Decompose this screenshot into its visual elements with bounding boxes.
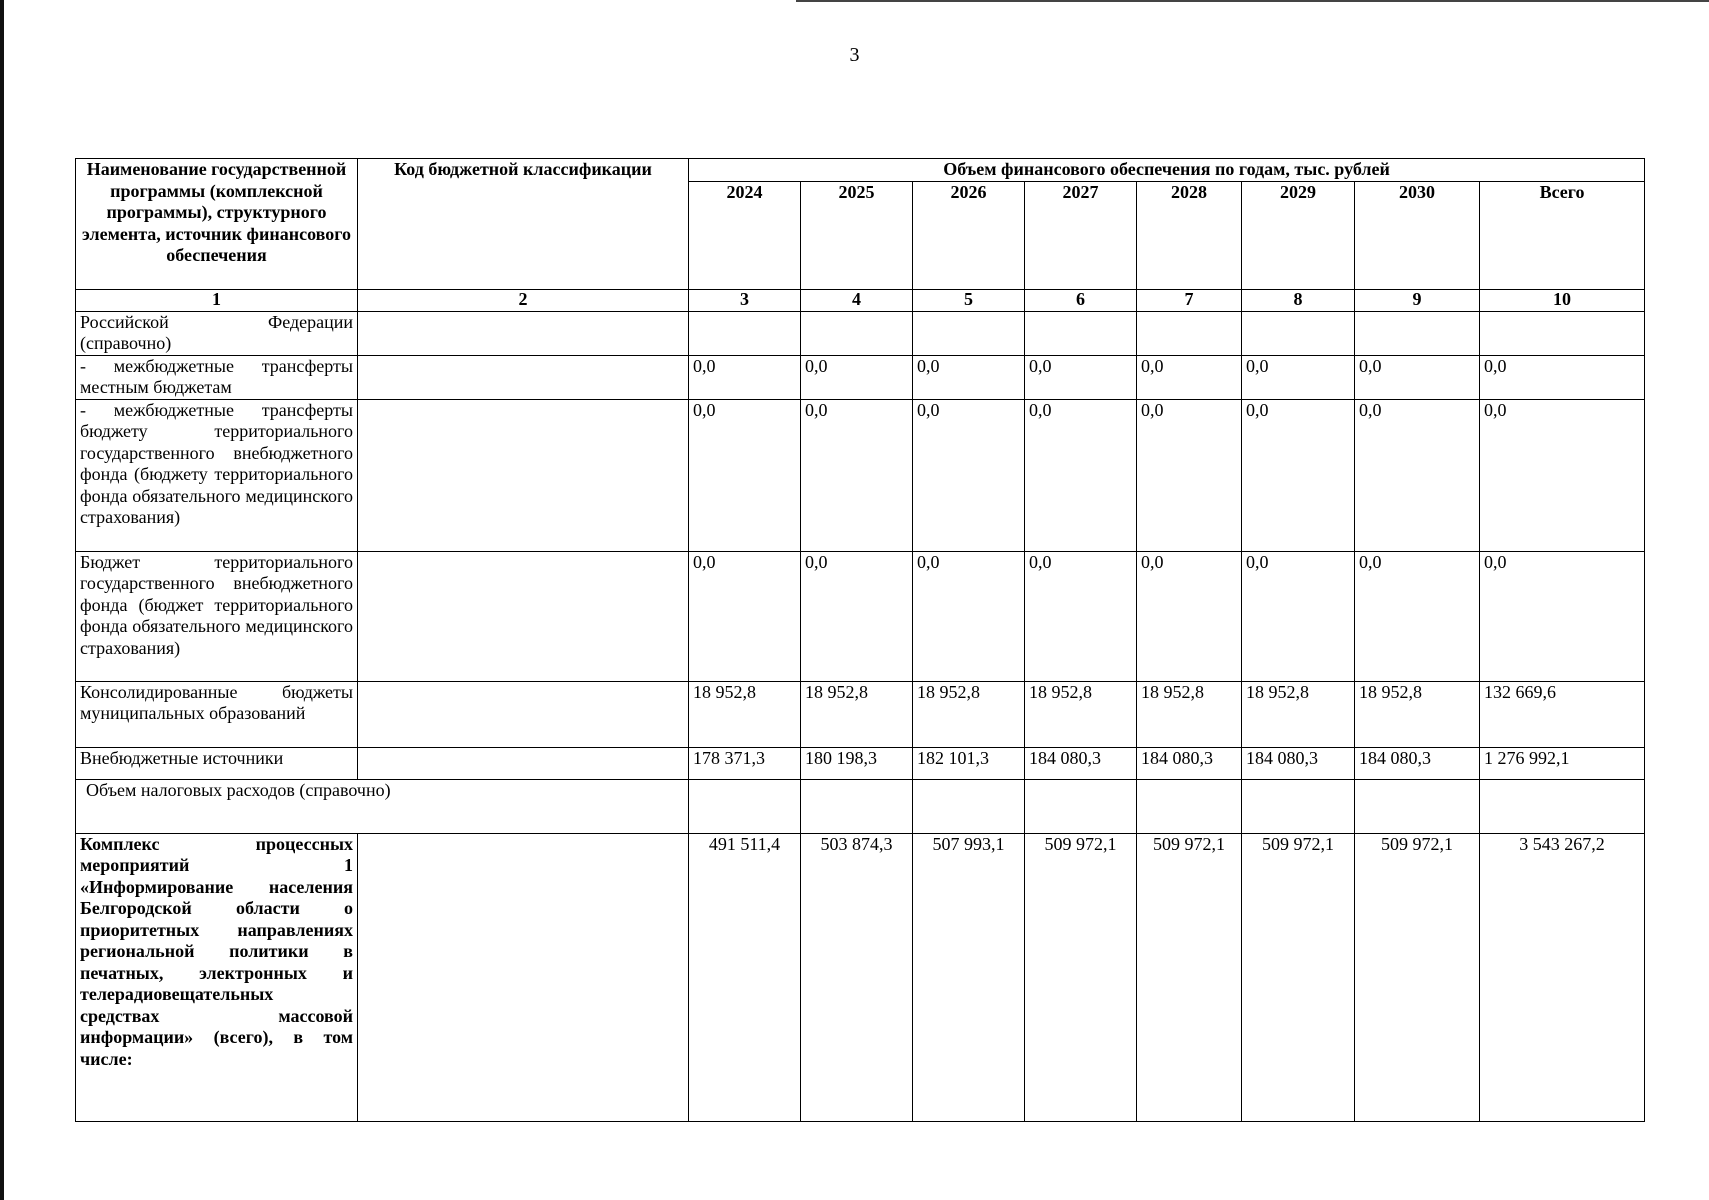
- header-year-2024: 2024: [689, 181, 801, 289]
- row-value: 509 972,1: [1137, 833, 1242, 1121]
- table-row-complex: [76, 833, 1645, 1121]
- table-row: [76, 681, 1645, 747]
- row-value: 0,0: [1242, 551, 1355, 681]
- col-number: 9: [1355, 289, 1480, 311]
- row-value: 0,0: [1480, 399, 1645, 551]
- header-year-2029: 2029: [1242, 181, 1355, 289]
- row-value: [689, 311, 801, 355]
- col-number: 8: [1242, 289, 1355, 311]
- scan-edge-left: [0, 0, 4, 1200]
- row-value: 0,0: [1025, 355, 1137, 399]
- row-value: 180 198,3: [801, 747, 913, 779]
- row-value: 184 080,3: [1242, 747, 1355, 779]
- row-value: 503 874,3: [801, 833, 913, 1121]
- row-value: 0,0: [1355, 551, 1480, 681]
- row-value: 0,0: [913, 355, 1025, 399]
- col-number: 7: [1137, 289, 1242, 311]
- table-row: [76, 311, 1645, 355]
- row-value: 18 952,8: [689, 681, 801, 747]
- row-value: 18 952,8: [1355, 681, 1480, 747]
- row-value: 1 276 992,1: [1480, 747, 1645, 779]
- row-value: [1137, 311, 1242, 355]
- row-value: [801, 311, 913, 355]
- col-number: 3: [689, 289, 801, 311]
- header-total: Всего: [1480, 181, 1645, 289]
- header-year-2026: 2026: [913, 181, 1025, 289]
- row-value: 0,0: [1025, 551, 1137, 681]
- table-row: [76, 551, 1645, 681]
- row-value: 0,0: [1355, 399, 1480, 551]
- row-value: 509 972,1: [1025, 833, 1137, 1121]
- row-value: 509 972,1: [1242, 833, 1355, 1121]
- row-value: [1025, 311, 1137, 355]
- row-value: 18 952,8: [1025, 681, 1137, 747]
- header-code: Код бюджетной классификации: [358, 159, 689, 290]
- row-name: - межбюджетные трансферты бюджету территориального государственного внебюджетного фонда (бюджету территориального фонда обязательного медицинского страхования): [76, 399, 358, 551]
- row-value: 18 952,8: [913, 681, 1025, 747]
- header-year-2030: 2030: [1355, 181, 1480, 289]
- row-value: [913, 779, 1025, 833]
- row-value: 0,0: [801, 355, 913, 399]
- col-number: 10: [1480, 289, 1645, 311]
- row-code: [358, 311, 689, 355]
- row-value: 0,0: [1480, 551, 1645, 681]
- col-number: 1: [76, 289, 358, 311]
- row-value: [1242, 311, 1355, 355]
- table-row: [76, 399, 1645, 551]
- row-value: [1355, 779, 1480, 833]
- row-value: 491 511,4: [689, 833, 801, 1121]
- row-value: 184 080,3: [1355, 747, 1480, 779]
- row-value: 132 669,6: [1480, 681, 1645, 747]
- row-value: 0,0: [1137, 399, 1242, 551]
- row-name: Внебюджетные источники: [76, 747, 358, 779]
- row-name: - межбюджетные трансферты местным бюджетам: [76, 355, 358, 399]
- row-value: 0,0: [1480, 355, 1645, 399]
- row-code: [358, 551, 689, 681]
- row-value: 18 952,8: [801, 681, 913, 747]
- row-value: [1480, 779, 1645, 833]
- row-value: 0,0: [1025, 399, 1137, 551]
- row-value: [1355, 311, 1480, 355]
- row-value: 184 080,3: [1025, 747, 1137, 779]
- row-value: 0,0: [913, 551, 1025, 681]
- header-year-2027: 2027: [1025, 181, 1137, 289]
- row-value: [1242, 779, 1355, 833]
- header-year-2028: 2028: [1137, 181, 1242, 289]
- table-row: [76, 747, 1645, 779]
- financing-table: [75, 158, 1645, 1122]
- row-value: 507 993,1: [913, 833, 1025, 1121]
- row-code: [358, 747, 689, 779]
- row-value: 18 952,8: [1242, 681, 1355, 747]
- table-row: [76, 355, 1645, 399]
- row-value: 0,0: [913, 399, 1025, 551]
- scan-edge-top: [796, 0, 1709, 2]
- row-value: 0,0: [1242, 355, 1355, 399]
- row-value: [801, 779, 913, 833]
- row-code: [358, 355, 689, 399]
- row-code: [358, 681, 689, 747]
- row-value: 178 371,3: [689, 747, 801, 779]
- col-number: 5: [913, 289, 1025, 311]
- row-value: 0,0: [689, 355, 801, 399]
- row-name: Консолидированные бюджеты муниципальных образований: [76, 681, 358, 747]
- row-name: Бюджет территориального государственного внебюджетного фонда (бюджет территориального фонда обязательного медицинского страхования): [76, 551, 358, 681]
- table-row-tax: [76, 779, 1645, 833]
- row-value: [913, 311, 1025, 355]
- header-name: Наименование государственной программы (комплексной программы), структурного элемента, источник финансового обеспечения: [76, 159, 358, 290]
- row-value: 3 543 267,2: [1480, 833, 1645, 1121]
- row-value: 0,0: [689, 551, 801, 681]
- row-value: [1025, 779, 1137, 833]
- row-value: [689, 779, 801, 833]
- row-value: 0,0: [689, 399, 801, 551]
- col-number: 4: [801, 289, 913, 311]
- row-value: 0,0: [801, 551, 913, 681]
- row-code: [358, 399, 689, 551]
- page-number: 3: [849, 44, 860, 66]
- row-name: Российской Федерации (справочно): [76, 311, 358, 355]
- row-value: 0,0: [801, 399, 913, 551]
- row-value: 182 101,3: [913, 747, 1025, 779]
- row-value: [1480, 311, 1645, 355]
- row-value: 0,0: [1137, 355, 1242, 399]
- row-value: 0,0: [1242, 399, 1355, 551]
- col-number: 6: [1025, 289, 1137, 311]
- row-value: 509 972,1: [1355, 833, 1480, 1121]
- row-value: [1137, 779, 1242, 833]
- row-code: [358, 833, 689, 1121]
- complex-row-name: Комплекс процессных мероприятий 1 «Информирование населения Белгородской области о приоритетных направлениях региональной политики в печатных, электронных и телерадиовещательных средствах массовой информации» (всего), в том числе:: [76, 833, 358, 1121]
- header-volume: Объем финансового обеспечения по годам, тыс. рублей: [689, 159, 1645, 182]
- row-value: 184 080,3: [1137, 747, 1242, 779]
- row-value: 0,0: [1137, 551, 1242, 681]
- tax-row-name: Объем налоговых расходов (справочно): [76, 779, 689, 833]
- row-value: 0,0: [1355, 355, 1480, 399]
- col-number: 2: [358, 289, 689, 311]
- header-year-2025: 2025: [801, 181, 913, 289]
- row-value: 18 952,8: [1137, 681, 1242, 747]
